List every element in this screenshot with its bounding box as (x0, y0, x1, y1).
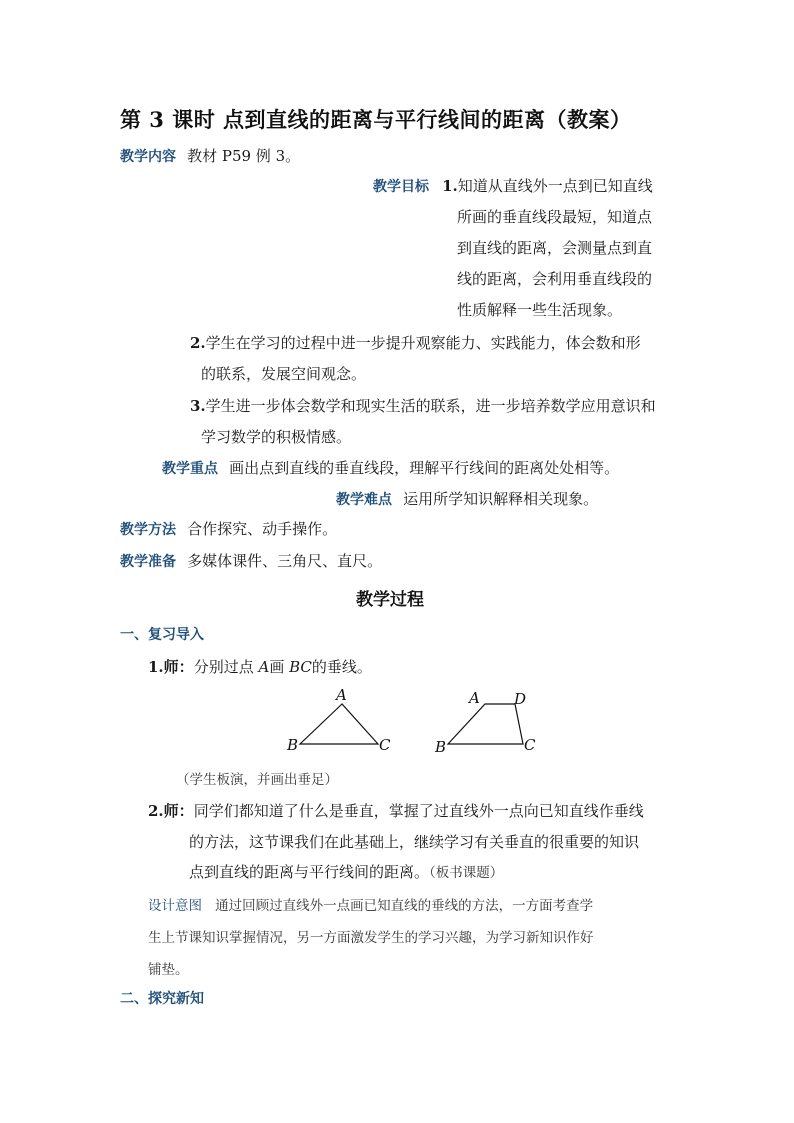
goal2-number: 2. (190, 334, 206, 352)
content-label: 教学内容 (120, 149, 176, 165)
goal1-line: 知道从直线外一点到已知直线 (457, 177, 653, 195)
step2-line3: 点到直线的距离与平行线间的距离。 (189, 863, 430, 881)
design-intent-label: 设计意图 (148, 898, 202, 914)
difficulty-label: 教学难点 (336, 492, 392, 508)
trapezoid-label-a: A (469, 689, 480, 707)
key-point-text: 画出点到直线的垂直线段，理解平行线间的距离处处相等。 (229, 459, 620, 477)
goal3-line1: 学生进一步体会数学和现实生活的联系，进一步培养数学应用意识和 (205, 397, 656, 415)
triangle-shape (300, 704, 378, 744)
triangle-label-c: C (379, 736, 391, 754)
step1-var-bc: BC (289, 658, 312, 676)
difficulty-row (336, 488, 598, 509)
design-intent-row (148, 894, 593, 914)
triangle-label-b: B (287, 736, 299, 754)
step2-speaker: 师： (163, 802, 194, 820)
step1-text-post: 的垂线。 (311, 658, 372, 676)
step1-text-pre: 分别过点 (193, 658, 259, 676)
design-intent-line1: 通过回顾过直线外一点画已知直线的垂线的方法，一方面考查学 (215, 898, 594, 914)
step2-note: （板书课题） (429, 865, 504, 881)
figures (0, 684, 794, 764)
step2-line2: 的方法，这节课我们在此基础上，继续学习有关垂直的很重要的知识 (189, 833, 640, 851)
goal2-line1: 学生在学习的过程中进一步提升观察能力、实践能力，体会数和形 (205, 334, 641, 352)
step2-line3-row (189, 861, 503, 882)
triangle-figure (286, 686, 391, 754)
step1-speaker: 师： (163, 658, 194, 676)
goal3-row (190, 395, 656, 416)
section2-heading: 二、探究新知 (120, 991, 204, 1007)
method-row (120, 518, 337, 539)
goal2-line2: 的联系，发展空间观念。 (201, 365, 367, 383)
goal1-line: 线的距离，会利用垂直线段的 (457, 270, 653, 288)
goal3-number: 3. (190, 397, 206, 415)
content-row (120, 145, 300, 166)
triangle-label-a: A (336, 686, 347, 704)
goal1-line: 所画的垂直线段最短，知道点 (457, 208, 653, 226)
prep-text: 多媒体课件、三角尺、直尺。 (187, 552, 383, 570)
goal1-number: 1. (442, 177, 458, 195)
step2-row (148, 800, 644, 821)
prep-row (120, 550, 382, 571)
step2-line1: 同学们都知道了什么是垂直，掌握了过直线外一点向已知直线作垂线 (193, 802, 644, 820)
key-point-label: 教学重点 (162, 461, 218, 477)
content-text: 教材 P59 例 3。 (187, 147, 301, 165)
process-title: 教学过程 (356, 590, 424, 610)
key-point-row (162, 457, 619, 478)
trapezoid-label-b: B (435, 738, 447, 756)
trapezoid-label-d: D (514, 690, 527, 708)
design-intent-line2: 生上节课知识掌握情况，另一方面激发学生的学习兴趣，为学习新知识作好 (148, 930, 594, 946)
trapezoid-label-c: C (524, 736, 536, 754)
method-text: 合作探究、动手操作。 (187, 520, 338, 538)
step1-text-mid: 画 (269, 658, 290, 676)
step1-var-a: A (258, 658, 270, 676)
figure-caption: （学生板演，并画出垂足） (176, 772, 338, 788)
goal1-line: 到直线的距离，会测量点到直 (457, 239, 653, 257)
trapezoid-shape (448, 704, 523, 744)
design-intent-line3: 铺垫。 (148, 962, 189, 978)
prep-label: 教学准备 (120, 554, 176, 570)
step1-number: 1. (148, 658, 164, 676)
page-title: 第 3 课时 点到直线的距离与平行线间的距离（教案） (120, 107, 632, 132)
step1-row (148, 656, 372, 677)
method-label: 教学方法 (120, 522, 176, 538)
step2-number: 2. (148, 802, 164, 820)
difficulty-text: 运用所学知识解释相关现象。 (403, 490, 599, 508)
goal3-line2: 学习数学的积极情感。 (201, 428, 352, 446)
goal1-line: 性质解释一些生活现象。 (457, 301, 623, 319)
goals-row (373, 175, 653, 196)
trapezoid-figure (434, 689, 536, 756)
goal2-row (190, 332, 641, 353)
goals-label: 教学目标 (373, 179, 429, 195)
section1-heading: 一、复习导入 (120, 627, 204, 643)
